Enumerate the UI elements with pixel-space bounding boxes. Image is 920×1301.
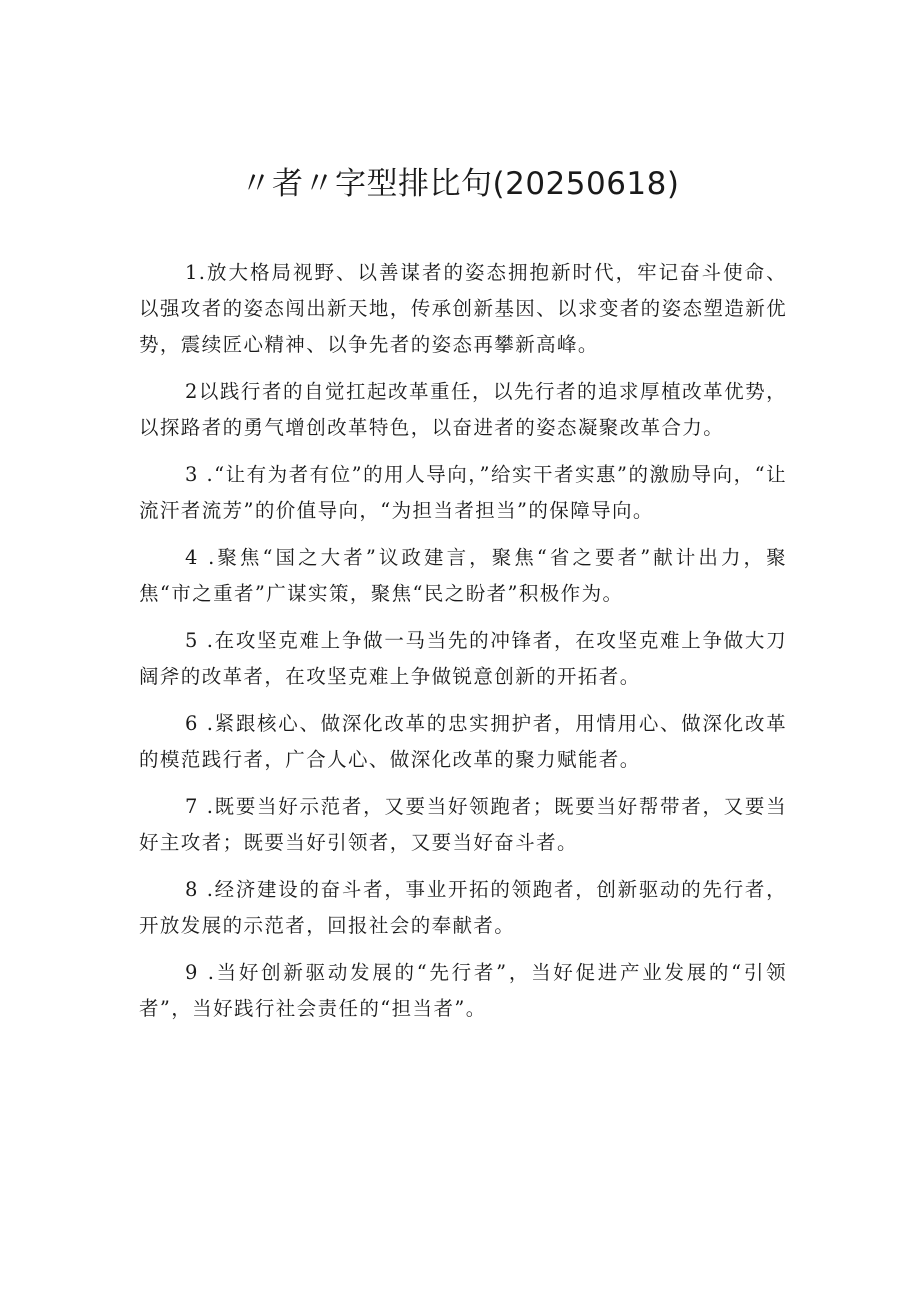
paragraph-5 xyxy=(139,623,787,695)
paragraph-4 xyxy=(139,540,787,612)
paragraph-number: 2 xyxy=(185,380,199,403)
paragraph-text: 放大格局视野、以善谋者的姿态拥抱新时代，牢记奋斗使命、以强攻者的姿态闯出新天地，传承创新基因、以求变者的姿态塑造新优势，震续匠心精神、以争先者的姿态再攀新高峰。 xyxy=(139,261,787,356)
paragraph-text: 经济建设的奋斗者，事业开拓的领跑者，创新驱动的先行者，开放发展的示范者，回报社会的奉献者。 xyxy=(139,878,787,937)
paragraph-number: 6 . xyxy=(185,712,215,735)
paragraph-8 xyxy=(139,872,787,944)
paragraph-7 xyxy=(139,789,787,861)
document-body xyxy=(139,255,787,1038)
paragraph-9 xyxy=(139,955,787,1027)
page-title: 〃者〃字型排比句(20250618) xyxy=(240,166,680,202)
paragraph-6 xyxy=(139,706,787,778)
paragraph-text: 以践行者的自觉扛起改革重任，以先行者的追求厚植改革优势，以探路者的勇气增创改革特色，以奋进者的姿态凝聚改革合力。 xyxy=(139,380,787,439)
paragraph-number: 1. xyxy=(185,261,207,284)
paragraph-3 xyxy=(139,457,787,529)
paragraph-number: 8 . xyxy=(185,878,215,901)
paragraph-text: 紧跟核心、做深化改革的忠实拥护者，用情用心、做深化改革的模范践行者，广合人心、做深化改革的聚力赋能者。 xyxy=(139,712,787,771)
paragraph-1 xyxy=(139,255,787,363)
paragraph-number: 7 . xyxy=(185,795,215,818)
paragraph-2 xyxy=(139,374,787,446)
paragraph-number: 5 . xyxy=(185,629,215,652)
paragraph-text: 聚焦“国之大者”议政建言，聚焦“省之要者”献计出力，聚焦“市之重者”广谋实策，聚焦“民之盼者”积极作为。 xyxy=(139,546,787,605)
paragraph-number: 3 . xyxy=(185,463,215,486)
paragraph-number: 4 . xyxy=(185,546,216,569)
paragraph-text: 既要当好示范者，又要当好领跑者；既要当好帮带者，又要当好主攻者；既要当好引领者，又要当好奋斗者。 xyxy=(139,795,787,854)
paragraph-text: 在攻坚克难上争做一马当先的冲锋者，在攻坚克难上争做大刀阔斧的改革者，在攻坚克难上争做锐意创新的开拓者。 xyxy=(139,629,787,688)
paragraph-number: 9 . xyxy=(185,961,216,984)
paragraph-text: “让有为者有位”的用人导向，”给实干者实惠”的激励导向，“让流汗者流芳”的价值导向，“为担当者担当”的保障导向。 xyxy=(139,463,787,522)
paragraph-text: 当好创新驱动发展的“先行者”，当好促进产业发展的“引领者”，当好践行社会责任的“担当者”。 xyxy=(139,961,787,1020)
